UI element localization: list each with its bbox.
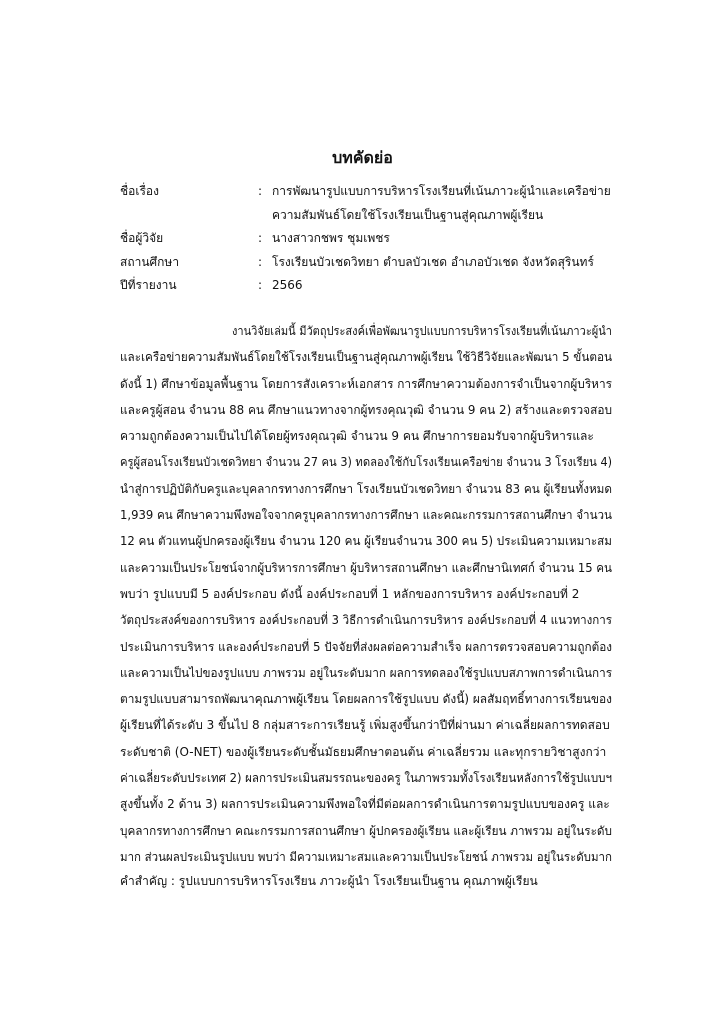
abstract-line-text: งานวิจัยเล่มนี้ มีวัตถุประสงค์เพื่อพัฒนารูปแบบการบริหารโรงเรียนที่เน้นภาวะผู้นำ — [232, 324, 612, 338]
abstract-line — [120, 318, 612, 344]
abstract-line — [120, 344, 612, 370]
abstract-line — [120, 423, 612, 449]
abstract-line — [120, 449, 612, 475]
keywords-line: คำสำคัญ : รูปแบบการบริหารโรงเรียน ภาวะผู้นำ โรงเรียนเป็นฐาน คุณภาพผู้เรียน — [120, 874, 538, 888]
abstract-line — [120, 844, 612, 870]
meta-value: โรงเรียนบัวเชดวิทยา ตำบลบัวเชด อำเภอบัวเชด จังหวัดสุรินทร์ — [272, 254, 594, 269]
meta-colon: : — [258, 254, 263, 269]
abstract-line-text: บุคลากรทางการศึกษา คณะกรรมการสถานศึกษา ผู้ปกครองผู้เรียน และผู้เรียน ภาพรวม อยู่ในระดับ — [120, 823, 612, 838]
abstract-line-text: ผู้เรียนที่ได้ระดับ 3 ขึ้นไป 8 กลุ่มสาระการเรียนรู้ เพิ่มสูงขึ้นกว่าปีที่ผ่านมา ค่าเฉลี่ยผลการทดสอบ — [120, 718, 610, 733]
abstract-line — [120, 528, 612, 554]
abstract-line — [120, 371, 612, 397]
abstract-line-text: วัตถุประสงค์ของการบริหาร องค์ประกอบที่ 3 วิธีการดำเนินการบริหาร องค์ประกอบที่ 4 แนวทางการ — [120, 613, 613, 628]
abstract-title: บทคัดย่อ — [332, 148, 393, 167]
meta-value: การพัฒนารูปแบบการบริหารโรงเรียนที่เน้นภาวะผู้นำและเครือข่าย — [272, 184, 611, 198]
meta-label: ชื่อเรื่อง — [120, 184, 159, 198]
abstract-line-text: ดังนี้ 1) ศึกษาข้อมูลพื้นฐาน โดยการสังเคราะห์เอกสาร การศึกษาความต้องการจำเป็นจากผู้บริหาร — [120, 376, 613, 391]
abstract-line-text: 1,939 คน ศึกษาความพึงพอใจจากครูบุคลากรทางการศึกษา และคณะกรรมการสถานศึกษา จำนวน — [120, 508, 613, 523]
meta-row-title — [120, 180, 620, 204]
meta-row-year — [120, 274, 620, 298]
abstract-line — [120, 712, 612, 738]
meta-row-school — [120, 251, 620, 275]
abstract-line — [120, 502, 612, 528]
abstract-line — [120, 818, 612, 844]
abstract-line-text: 12 คน ตัวแทนผู้ปกครองผู้เรียน จำนวน 120 คน ผู้เรียนจำนวน 300 คน 5) ประเมินความเหมาะสม — [120, 534, 612, 549]
abstract-line-text: และเครือข่ายความสัมพันธ์โดยใช้โรงเรียนเป็นฐานสู่คุณภาพผู้เรียน ใช้วิธีวิจัยและพัฒนา 5 ขั้นตอน — [120, 350, 613, 365]
meta-label: สถานศึกษา — [120, 254, 180, 269]
abstract-line — [120, 765, 612, 791]
metadata-table — [120, 180, 620, 298]
meta-row-title-cont — [120, 204, 620, 228]
abstract-line-text: นำสู่การปฏิบัติกับครูและบุคลากรทางการศึกษา โรงเรียนบัวเชดวิทยา จำนวน 83 คน ผู้เรียนทั้งหมด — [120, 481, 613, 496]
abstract-line-text: และครูผู้สอน จำนวน 88 คน ศึกษาแนวทางจากผู้ทรงคุณวุฒิ จำนวน 9 คน 2) สร้างและตรวจสอบ — [120, 402, 612, 417]
abstract-line-text: มาก ส่วนผลประเมินรูปแบบ พบว่า มีความเหมาะสมและความเป็นประโยชน์ ภาพรวม อยู่ในระดับมาก — [120, 849, 612, 864]
abstract-line-text: ครูผู้สอนโรงเรียนบัวเชดวิทยา จำนวน 27 คน 3) ทดลองใช้กับโรงเรียนเครือข่าย จำนวน 3 โรงเรียน 4) — [120, 455, 612, 470]
abstract-line — [120, 686, 612, 712]
abstract-line — [120, 791, 612, 817]
abstract-line-text: ตามรูปแบบสามารถพัฒนาคุณภาพผู้เรียน โดยผลการใช้รูปแบบ ดังนี้) ผลสัมฤทธิ์ทางการเรียนของ — [120, 692, 613, 707]
abstract-line — [120, 660, 612, 686]
meta-colon: : — [258, 184, 263, 198]
abstract-line — [120, 739, 612, 765]
abstract-line-text: ความถูกต้องความเป็นไปได้โดยผู้ทรงคุณวุฒิ จำนวน 9 คน ศึกษาการยอมรับจากผู้บริหารและ — [120, 429, 594, 444]
meta-label — [120, 204, 258, 228]
meta-value: ความสัมพันธ์โดยใช้โรงเรียนเป็นฐานสู่คุณภาพผู้เรียน — [272, 207, 544, 222]
meta-value: 2566 — [272, 278, 303, 292]
abstract-line-text: ค่าเฉลี่ยระดับประเทศ 2) ผลการประเมินสมรรถนะของครู ในภาพรวมทั้งโรงเรียนหลังการใช้รูปแบบฯ — [120, 771, 613, 786]
abstract-line-text: ระดับชาติ (O-NET) ของผู้เรียนระดับชั้นมัธยมศึกษาตอนต้น ค่าเฉลี่ยรวม และทุกรายวิชาสูงกว่า — [120, 744, 607, 759]
abstract-line-text: และความเป็นประโยชน์จากผู้บริหารการศึกษา ผู้บริหารสถานศึกษา และศึกษานิเทศก์ จำนวน 15 คน — [120, 560, 612, 575]
abstract-line-text: พบว่า รูปแบบมี 5 องค์ประกอบ ดังนี้ องค์ประกอบที่ 1 หลักของการบริหาร องค์ประกอบที่ 2 — [120, 586, 580, 601]
meta-value: นางสาวกชพร ชุมเพชร — [272, 231, 390, 245]
abstract-line — [120, 607, 612, 633]
abstract-line — [120, 476, 612, 502]
meta-colon: : — [258, 278, 263, 292]
abstract-line-text: สูงขึ้นทั้ง 2 ด้าน 3) ผลการประเมินความพึงพอใจที่มีต่อผลการดำเนินการตามรูปแบบของครู และ — [120, 797, 610, 812]
abstract-line-text: ประเมินการบริหาร และองค์ประกอบที่ 5 ปัจจัยที่ส่งผลต่อความสำเร็จ ผลการตรวจสอบความถูกต้อง — [120, 639, 613, 654]
abstract-line-text: และความเป็นไปของรูปแบบ ภาพรวม อยู่ในระดับมาก ผลการทดลองใช้รูปแบบสภาพการดำเนินการ — [120, 665, 612, 680]
meta-colon: : — [258, 231, 263, 245]
abstract-line — [120, 555, 612, 581]
abstract-line — [120, 581, 612, 607]
meta-row-researcher — [120, 227, 620, 251]
meta-colon-blank — [258, 204, 272, 228]
abstract-body — [120, 318, 612, 870]
meta-label: ปีที่รายงาน — [120, 278, 177, 292]
meta-label: ชื่อผู้วิจัย — [120, 231, 164, 245]
abstract-line — [120, 634, 612, 660]
abstract-line — [120, 397, 612, 423]
